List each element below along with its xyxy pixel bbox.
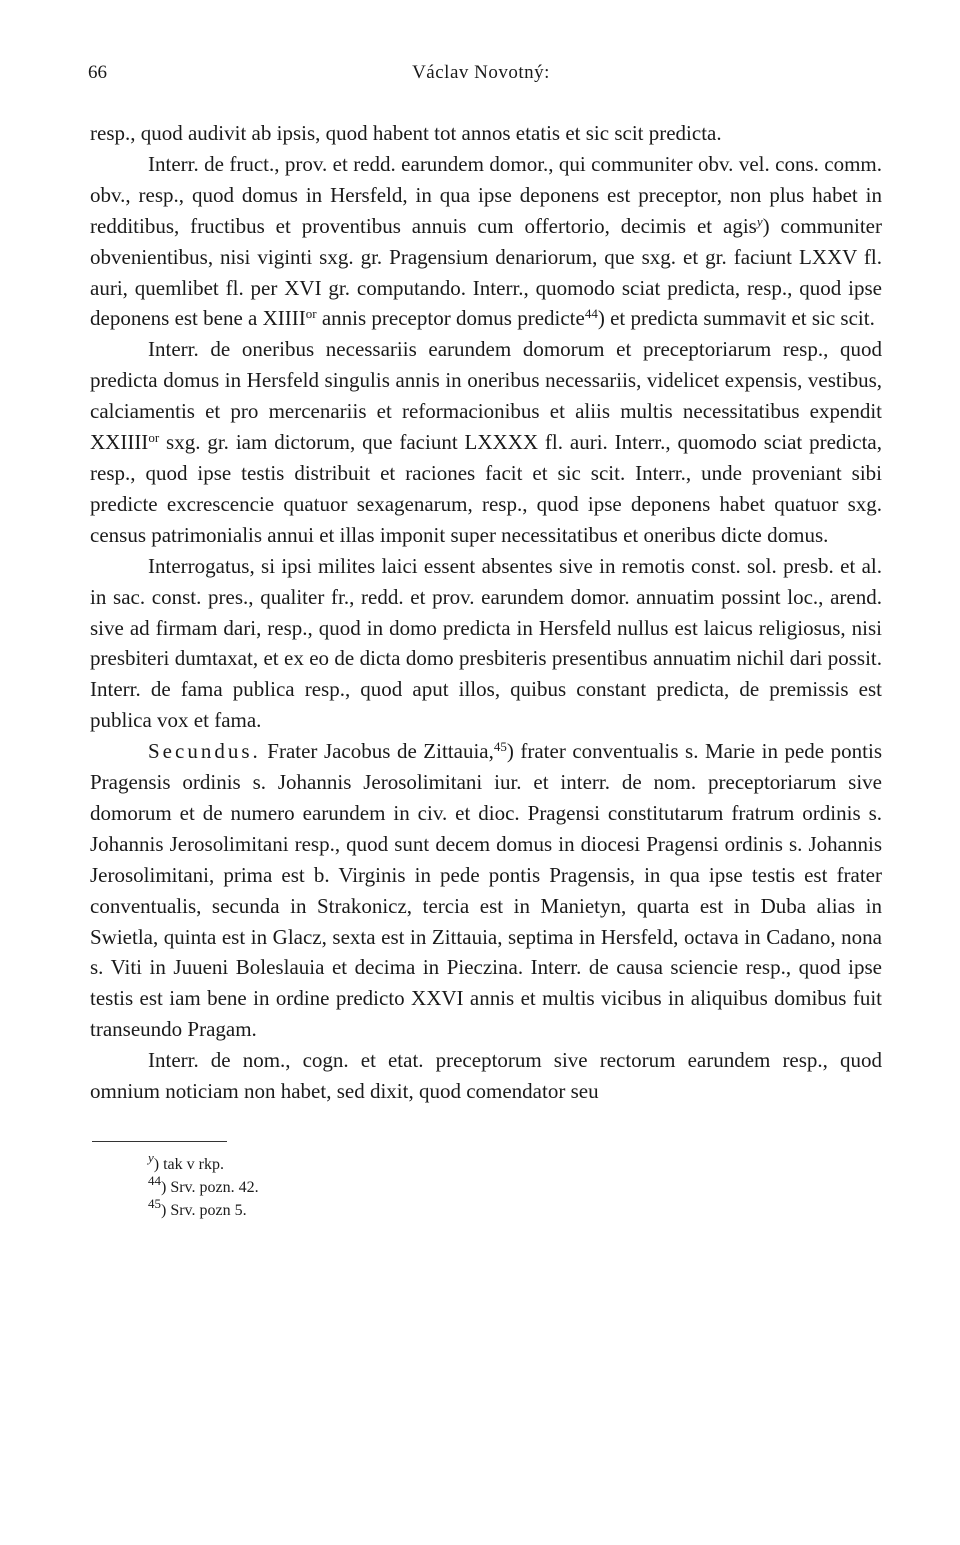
paragraph-3-text-a: Interr. de oneribus necessariis earundem domorum et preceptoriarum resp., quod predicta domus in Hersfeld singulis annis in oneribus necessariis, videlicet expensis, vestibus, calciamentis et pro mercenariis et reformacionibus et aliis multis necessitatibus expendit XXIIII bbox=[90, 337, 882, 455]
footnote-ref-45: 45 bbox=[493, 739, 507, 755]
footnote-item bbox=[148, 1150, 548, 1176]
paragraph-5-text-a: Frater Jacobus de Zittauia, bbox=[260, 739, 494, 764]
footnote-text: ) Srv. pozn 5. bbox=[161, 1202, 247, 1219]
page-header bbox=[88, 62, 874, 92]
paragraph-4-text: Interrogatus, si ipsi milites laici essent absentes sive in remotis const. sol. presb. et al. in sac. const. pres., qualiter fr., redd. et prov. earundem domor. annuatim possint loc., arend. sive ad firmam dari, resp., quod in domo predicta in Hersfeld nullus est laicus religiosus, nisi presbiteri dumtaxat, et ex eo de dicta domo presbiteris presentibus annuatim nichil dari possit. Interr. de fama publica resp., quod aput illos, quibus constant predicta, de premissis est publica vox et fama. bbox=[90, 553, 882, 733]
paragraph-2-text-d: ) et predicta summavit et sic scit. bbox=[597, 306, 875, 331]
footnote-item bbox=[148, 1173, 548, 1199]
paragraph-6 bbox=[90, 1045, 882, 1107]
paragraph-2 bbox=[90, 149, 882, 334]
footnotes bbox=[148, 1150, 548, 1222]
footnote-mark: y bbox=[148, 1150, 154, 1165]
paragraph-3-text-b: sxg. gr. iam dictorum, que faciunt LXXXX fl. auri. Interr., quomodo sciat predicta, resp., quod ipse testis distribuit et raciones facit et sic scit. Interr., unde proveniant sibi predicte excrescencie quatuor sexagenarum, resp., quod ipse deponens habet quatuor sxg. census patrimonialis annui et illas imponit super necessitatibus et oneribus dicte domus. bbox=[90, 430, 882, 547]
footnote-text: ) tak v rkp. bbox=[153, 1156, 224, 1173]
paragraph-5 bbox=[90, 736, 882, 1045]
witness-heading: Secundus. bbox=[148, 739, 261, 764]
footnote-text: ) Srv. pozn. 42. bbox=[161, 1179, 259, 1196]
ordinal-suffix: or bbox=[305, 306, 317, 322]
page-number: 66 bbox=[88, 62, 107, 83]
paragraph-3 bbox=[90, 334, 882, 550]
footnote-item bbox=[148, 1196, 548, 1222]
paragraph-2-text-a: Interr. de fruct., prov. et redd. earundem domor., qui communiter obv. vel. cons. comm. obv., resp., quod domus in Hersfeld, in qua ipse deponens est preceptor, non plus habet in redditibus, fructibus et proventibus annuis cum offertorio, decimis et agis bbox=[90, 151, 882, 238]
paragraph-1-text: resp., quod audivit ab ipsis, quod habent tot annos etatis et sic scit predicta. bbox=[90, 121, 722, 145]
paragraph-4 bbox=[90, 551, 882, 736]
paragraph-1 bbox=[90, 118, 882, 149]
footnote-mark: 44 bbox=[148, 1173, 161, 1188]
body-text bbox=[90, 118, 882, 1107]
paragraph-2-text-c: annis preceptor domus predicte bbox=[316, 306, 585, 331]
footnote-divider bbox=[92, 1141, 227, 1142]
paragraph-6-text: Interr. de nom., cogn. et etat. preceptorum sive rectorum earundem resp., quod omnium noticiam non habet, sed dixit, quod comendator seu bbox=[90, 1048, 882, 1104]
ordinal-suffix: or bbox=[148, 430, 160, 446]
paragraph-5-text-b: ) frater conventualis s. Marie in pede pontis Pragensis ordinis s. Johannis Jerosolimitani iur. et interr. de nom. preceptoriarum sive domorum et de numero earundem in civ. et dioc. Pragensi constitutarum fratrum ordinis s. Johannis Jerosolimitani resp., quod sunt decem domus in diocesi Pragensi ordinis s. Johannis Jerosolimitani, prima est b. Virginis in pede pontis Pragensis, in qua ipse testis est frater conventualis, secunda in Strakonicz, tercia est in Manietyn, quarta est in Duba alias in Swietla, quinta est in Glacz, sexta est in Zittauia, septima in Hersfeld, octava in Cadano, nona s. Viti in Juueni Boleslauia et decima in Pieczina. Interr. de causa sciencie resp., quod ipse testis est iam bene in ordine predicto XXVI annis et multis vicibus in aliquibus domibus fuit transeundo Pragam. bbox=[90, 739, 882, 1042]
footnote-ref-y: y bbox=[756, 213, 763, 229]
running-head: Václav Novotný: bbox=[412, 62, 550, 83]
footnote-ref-44: 44 bbox=[584, 306, 598, 322]
paragraph-2-text-b: ) communiter obvenientibus, nisi viginti sxg. gr. Pragensium denariorum, que sxg. et gr. faciunt LXXV fl. auri, quemlibet fl. per XVI gr. computando. Interr., quomodo sciat predicta, resp., quod ipse deponens est bene a XIIII bbox=[90, 213, 882, 331]
footnote-mark: 45 bbox=[148, 1196, 161, 1211]
